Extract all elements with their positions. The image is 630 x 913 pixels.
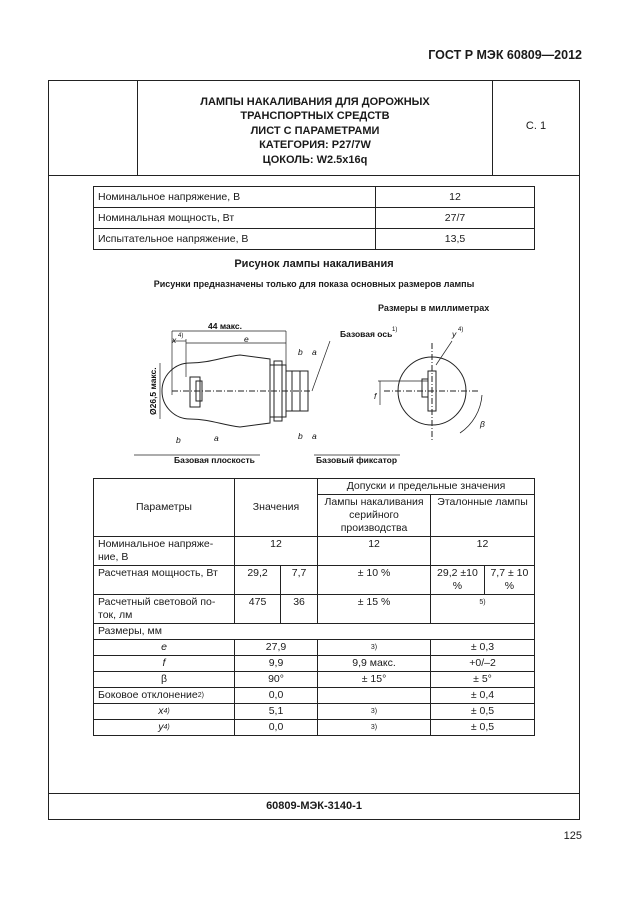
cell-serial-note: 3) — [318, 640, 431, 656]
label-base-lock: Базовый фиксатор — [316, 455, 398, 465]
label-diam: Ø26,5 макс. — [148, 367, 158, 415]
lamp-drawing — [130, 315, 510, 467]
figure-note: Рисунки предназначены только для показа основных размеров лампы — [153, 279, 475, 289]
cell-reference: 12 — [431, 537, 535, 566]
cell-reference: ± 0,3 — [431, 640, 535, 656]
label-y-sup: 4) — [458, 327, 464, 333]
cell-value: 0,0 — [235, 720, 318, 736]
cell-serial: ± 15° — [318, 672, 431, 688]
cell-value: 29,2 — [235, 566, 281, 595]
figure-title: Рисунок лампы накаливания — [234, 258, 394, 270]
table-row — [94, 720, 535, 736]
cell-serial-note: 3) — [318, 720, 431, 736]
table-row — [94, 672, 535, 688]
table-row — [94, 640, 535, 656]
cell-serial: ± 15 % — [318, 595, 431, 624]
table-row — [94, 187, 535, 208]
cell-reference: ± 5° — [431, 672, 535, 688]
row-label: Расчетный световой по-ток, лм — [94, 595, 235, 624]
cell-value: 90° — [235, 672, 318, 688]
sheet-code: 60809-МЭК-3140-1 — [266, 800, 362, 812]
title-line: ЛАМПЫ НАКАЛИВАНИЯ ДЛЯ ДОРОЖНЫХ — [200, 96, 430, 108]
table-row — [94, 566, 535, 595]
row-label — [94, 688, 235, 704]
col-header-serial: Лампы накаливания серийного производства — [318, 495, 431, 537]
cell-reference: 29,2 ±10 % — [431, 566, 485, 595]
row-label-text: Боковое отклонение — [98, 689, 198, 701]
title-line: ЦОКОЛЬ: W2.5x16q — [262, 153, 368, 166]
standard-id: ГОСТ Р МЭК 60809—2012 — [428, 48, 582, 62]
footnote-mark: 2) — [197, 692, 204, 699]
label-base-plane: Базовая плоскость — [174, 455, 255, 465]
row-label: Размеры, мм — [94, 624, 535, 640]
cell-value: 7,7 — [281, 566, 318, 595]
col-header-reference: Эталонные лампы — [431, 495, 535, 537]
label-x: x — [172, 335, 177, 345]
label-b: b — [298, 347, 303, 357]
cell-serial — [318, 688, 431, 704]
rating-value: 27/7 — [376, 208, 535, 229]
row-label-text: y — [158, 721, 164, 733]
cell-reference: ± 0,4 — [431, 688, 535, 704]
table-row — [94, 595, 535, 624]
col-header-values: Значения — [235, 479, 318, 537]
footnote-mark: 4) — [163, 708, 170, 715]
rating-value: 12 — [376, 187, 535, 208]
label-base-axis: Базовая ось — [340, 329, 393, 339]
label-b: b — [176, 435, 181, 445]
rating-label: Испытательное напряжение, В — [94, 229, 376, 250]
sheet-page: С. 1 — [525, 120, 547, 132]
col-header-tolerances: Допуски и предельные значения — [318, 479, 535, 495]
rating-label: Номинальная мощность, Вт — [94, 208, 376, 229]
label-e: e — [244, 334, 249, 344]
rating-value: 13,5 — [376, 229, 535, 250]
label-y: y — [452, 329, 457, 339]
title-line: ЛИСТ С ПАРАМЕТРАМИ — [250, 124, 380, 137]
ratings-table — [93, 186, 535, 250]
header-left-cell — [48, 80, 138, 175]
table-row — [94, 624, 535, 640]
title-line: ТРАНСПОРТНЫХ СРЕДСТВ — [240, 110, 390, 123]
cell-serial-note: 3) — [318, 704, 431, 720]
cell-value: 27,9 — [235, 640, 318, 656]
row-label — [94, 720, 235, 736]
cell-reference: +0/–2 — [431, 656, 535, 672]
table-row — [94, 704, 535, 720]
table-row — [94, 656, 535, 672]
end-filament-edge — [422, 379, 428, 397]
label-beta: β — [480, 419, 485, 429]
cell-serial: 12 — [318, 537, 431, 566]
label-base-axis-sup: 1) — [392, 327, 398, 333]
table-row — [94, 688, 535, 704]
cell-reference: ± 0,5 — [431, 704, 535, 720]
table-row — [94, 479, 535, 495]
label-x-sup: 4) — [178, 333, 184, 339]
cell-reference: 7,7 ± 10 % — [484, 566, 534, 595]
table-row — [94, 229, 535, 250]
cell-value: 9,9 — [235, 656, 318, 672]
cell-value: 475 — [235, 595, 281, 624]
sheet-title — [138, 95, 492, 167]
sheet-header — [48, 80, 580, 176]
label-a: a — [214, 433, 219, 443]
title-line: КАТЕГОРИЯ: P27/7W — [259, 139, 371, 152]
row-label: β — [94, 672, 235, 688]
table-row — [94, 208, 535, 229]
parameters-table — [93, 478, 535, 736]
cell-value: 5,1 — [235, 704, 318, 720]
cell-value: 0,0 — [235, 688, 318, 704]
row-label: Номинальное напряже-ние, В — [94, 537, 235, 566]
cell-serial: ± 10 % — [318, 566, 431, 595]
label-max-len: 44 макс. — [208, 321, 242, 331]
row-label: Расчетная мощность, Вт — [94, 566, 235, 595]
dimensions-note: Размеры в миллиметрах — [378, 303, 490, 313]
label-f: f — [374, 391, 377, 401]
row-label: e — [94, 640, 235, 656]
footer-divider — [48, 793, 580, 794]
cell-reference-note: 5) — [431, 595, 535, 624]
page-number: 125 — [563, 830, 582, 842]
row-label — [94, 704, 235, 720]
table-row — [94, 537, 535, 566]
beta-arc — [460, 395, 482, 433]
row-label: f — [94, 656, 235, 672]
cell-serial: 9,9 макс. — [318, 656, 431, 672]
label-a: a — [312, 347, 317, 357]
label-a: a — [312, 431, 317, 441]
footnote-mark: 4) — [163, 724, 170, 731]
col-header-param: Параметры — [94, 479, 235, 537]
label-b: b — [298, 431, 303, 441]
cell-reference: ± 0,5 — [431, 720, 535, 736]
cell-value: 12 — [235, 537, 318, 566]
cell-value: 36 — [281, 595, 318, 624]
row-label-text: x — [158, 705, 164, 717]
rating-label: Номинальное напряжение, В — [94, 187, 376, 208]
